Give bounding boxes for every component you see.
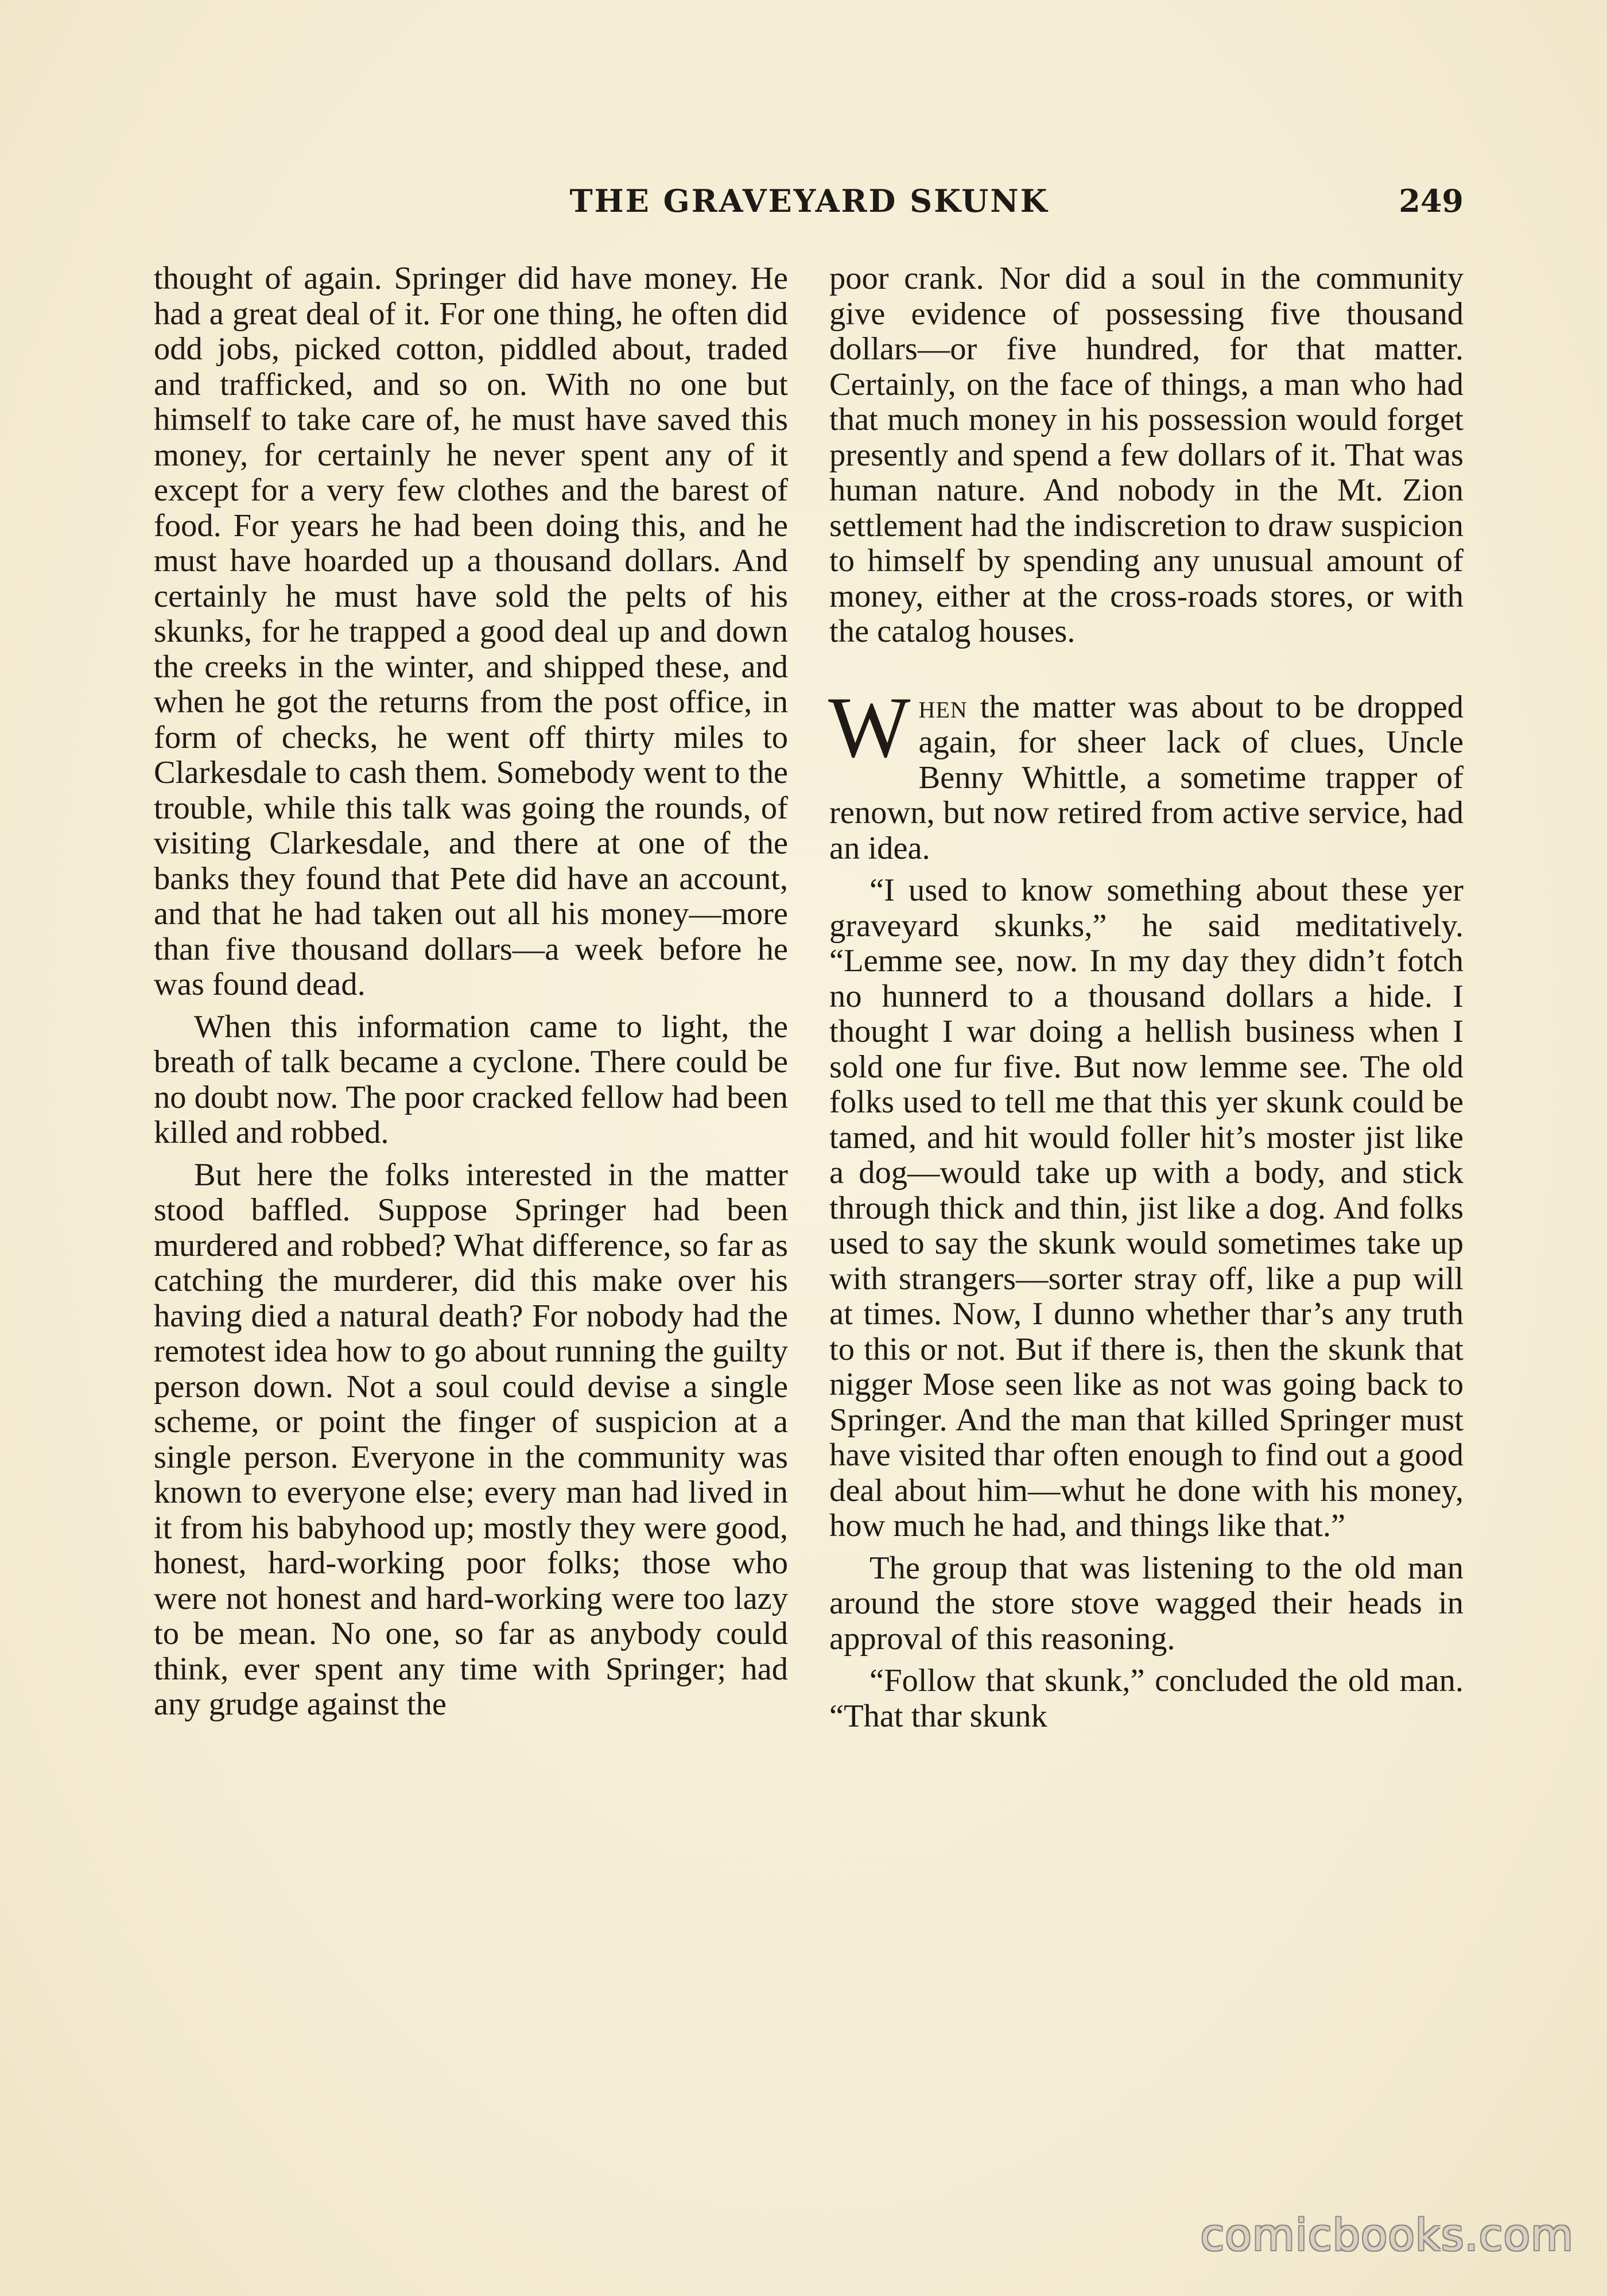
paragraph: thought of again. Springer did have money. He had a great deal of it. For one thing, he often did odd jobs, picked cotton, piddled about, traded and trafficked, and so on. With no one but himself to take care of, he must have saved this money, for certainly he never spent any of it except for a very few clothes and the barest of food. For years he had been doing this, and he must have hoarded up a thousand dollars. And certainly he must have sold the pelts of his skunks, for he trapped a good deal up and down the creeks in the winter, and shipped these, and when he got the returns from the post office, in form of checks, he went off thirty miles to Clarkesdale to cash them. Somebody went to the trouble, while this talk was going the rounds, of visiting Clarkesdale, and there at one of the banks they found that Pete did have an account, and that he had taken out all his money—more than five thousand dollars—a week before he was found dead. [154,261,788,1002]
right-column [829,261,1464,1741]
paragraph: When this information came to light, the breath of talk became a cyclone. There could be no doubt now. The poor cracked fellow had been killed and robbed. [154,1009,788,1150]
paragraph: “I used to know something about these yer graveyard skunks,” he said meditatively. “Lemme see, now. In my day they didn’t fotch no hunnerd to a thousand dollars a hide. I thought I war doing a hellish business when I sold one fur five. But now lemme see. The old folks used to tell me that this yer skunk could be tamed, and hit would foller hit’s moster jist like a dog—would take up with a body, and stick through thick and thin, jist like a dog. And folks used to say the skunk would sometimes take up with strangers—sorter stray off, like a pup will at times. Now, I dunno whether thar’s any truth to this or not. But if there is, then the skunk that nigger Mose seen like as not was going back to Springer. And the man that killed Springer must have visited thar often enough to find out a good deal about him—whut he done with his money, how much he had, and things like that.” [829,872,1464,1543]
paragraph: poor crank. Nor did a soul in the community give evidence of possessing five thousand dollars—or five hundred, for that matter. Certainly, on the face of things, a man who had that much money in his possession would forget presently and spend a few dollars of it. That was human nature. And nobody in the Mt. Zion settlement had the indiscretion to draw suspicion to himself by spending any unusual amount of money, either at the cross-roads stores, or with the catalog houses. [829,261,1464,649]
left-column [154,261,788,1729]
section-opening-paragraph [828,678,1464,867]
paragraph: But here the folks interested in the matter stood baffled. Suppose Springer had been murdered and robbed? What difference, so far as catching the murderer, did this make over his having died a natural death? For nobody had the remotest idea how to go about running the guilty person down. Not a soul could devise a single scheme, or point the finger of suspicion at a single person. Everyone in the community was known to everyone else; every man had lived in it from his babyhood up; mostly they were good, honest, hard-working poor folks; those who were not honest and hard-working were too lazy to be mean. No one, so far as anybody could think, ever spent any time with Springer; had any grudge against the [154,1157,788,1722]
chapter-title: THE GRAVEYARD SKUNK [569,183,1049,219]
page-number: 249 [1399,183,1464,219]
small-caps-lead: hen [918,689,968,725]
paragraph: The group that was listening to the old man around the store stove wagged their heads in approval of this reasoning. [829,1550,1464,1657]
paragraph-text: the matter was about to be dropped again, for sheer lack of clues, Uncle Benny Whittle, a sometime trapper of renown, but now retired from active service, had an idea. [829,689,1464,866]
running-header [155,181,1464,221]
drop-cap: W [828,678,911,775]
site-watermark: comicbooks.com [1200,2209,1574,2260]
paragraph: “Follow that skunk,” concluded the old man. “That thar skunk [829,1663,1464,1734]
